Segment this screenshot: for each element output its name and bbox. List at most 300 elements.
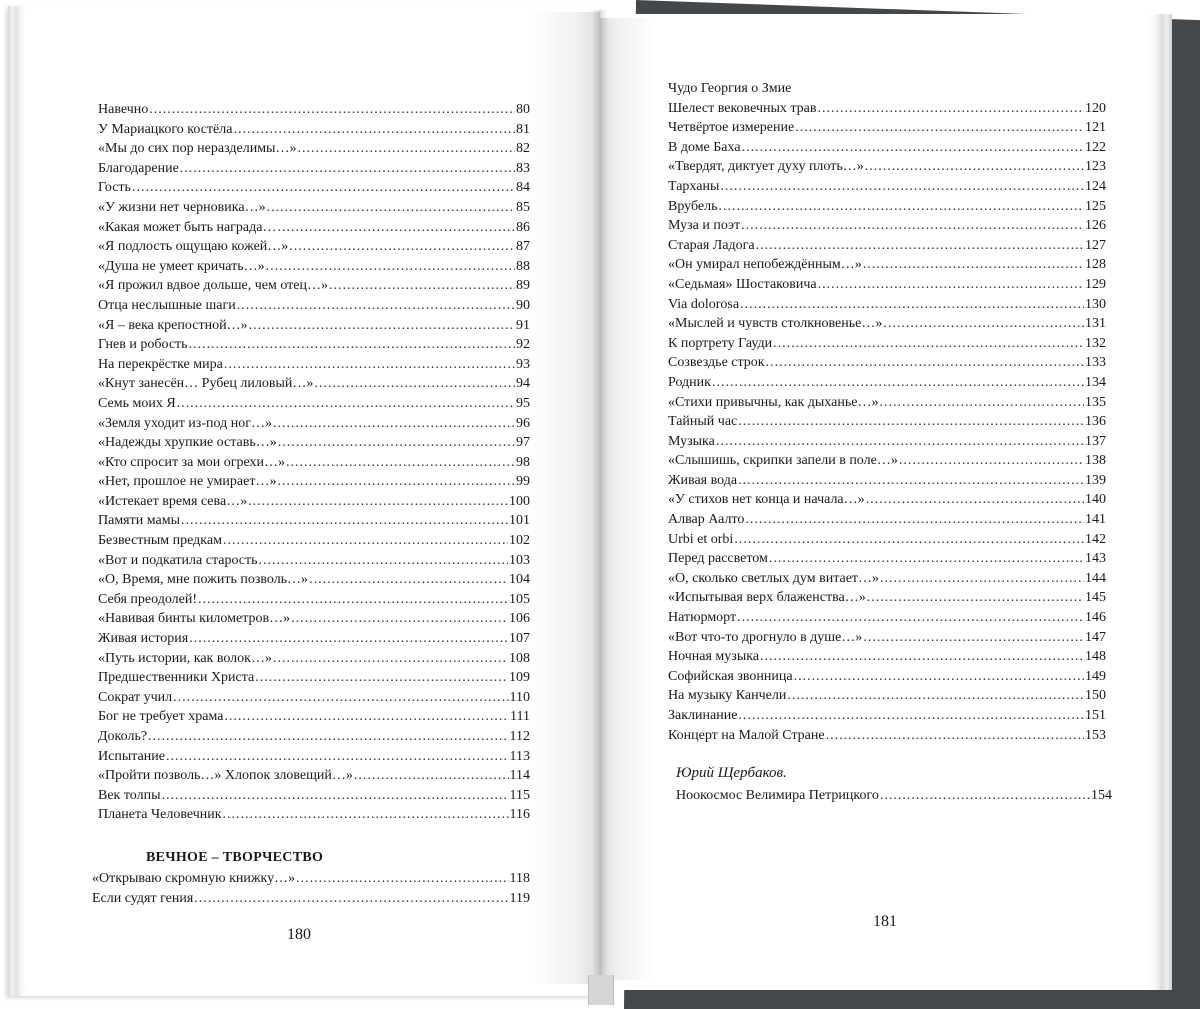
afterword-toc-list	[676, 786, 1112, 806]
toc-entry-title: «О, Время, мне пожить позволь…»	[98, 572, 309, 588]
toc-leader-dots	[867, 588, 1084, 608]
toc-entry-afterword	[676, 786, 1112, 806]
toc-entry-title: «Мыслей и чувств столкновенье…»	[668, 316, 883, 332]
toc-leader-dots	[162, 786, 509, 806]
toc-entry-page: 88	[516, 258, 530, 274]
toc-entry	[98, 355, 530, 375]
toc-entry-title: «Пройти позволь…» Хлопок зловещий…»	[98, 768, 353, 784]
toc-entry-page: 99	[516, 474, 530, 490]
author-label: Юрий Щербаков.	[676, 765, 787, 781]
toc-entry	[668, 99, 1106, 119]
toc-entry	[668, 353, 1106, 373]
book-gutter	[592, 10, 608, 990]
toc-entry-page: 91	[516, 317, 530, 333]
toc-entry	[668, 197, 1106, 217]
toc-entry-title: На перекрёстке мира	[98, 356, 223, 372]
toc-entry-title: Сократ учил	[98, 689, 173, 705]
toc-entry-title: «Душа не умеет кричать…»	[98, 258, 265, 274]
toc-entry-title: «Навивая бинты километров…»	[98, 611, 291, 627]
toc-entry-title: «Стихи привычны, как дыханье…»	[668, 394, 879, 410]
toc-leader-dots	[742, 138, 1084, 158]
toc-entry-page: 136	[1085, 414, 1106, 430]
toc-leader-dots	[180, 159, 515, 179]
toc-entry-title: «Надежды хрупкие оставь…»	[98, 435, 277, 451]
toc-entry-title: Если судят гения	[92, 890, 194, 906]
toc-entry	[98, 727, 530, 747]
toc-entry-page: 86	[516, 219, 530, 235]
toc-entry-page: 144	[1085, 570, 1106, 586]
toc-entry	[98, 609, 530, 629]
toc-leader-dots	[278, 433, 515, 453]
toc-entry	[98, 688, 530, 708]
toc-leader-dots	[248, 492, 508, 512]
toc-entry-title: «Твердят, диктует духу плоть…»	[668, 159, 864, 175]
toc-entry-title: «Я прожил вдвое дольше, чем отец…»	[98, 278, 328, 294]
toc-leader-dots	[148, 727, 508, 747]
toc-leader-dots	[194, 889, 508, 909]
toc-entry-title: Музыка	[668, 433, 715, 449]
toc-leader-dots	[719, 197, 1085, 217]
toc-leader-dots	[773, 334, 1084, 354]
toc-entry-title: «О, сколько светлых дум витает…»	[668, 570, 880, 586]
toc-entry-title: «Я – века крепостной…»	[98, 317, 248, 333]
toc-entry	[668, 432, 1106, 452]
toc-entry-title: «Путь истории, как волок…»	[98, 650, 272, 666]
toc-leader-dots	[712, 373, 1084, 393]
toc-entry-page: 98	[516, 454, 530, 470]
toc-leader-dots	[740, 295, 1084, 315]
book-spine	[588, 975, 614, 1005]
toc-leader-dots	[224, 355, 515, 375]
toc-entry-page: 131	[1085, 316, 1106, 332]
toc-entry-page: 110	[509, 689, 530, 705]
toc-entry-page: 141	[1085, 512, 1106, 528]
toc-entry-title: Ночная музыка	[668, 649, 760, 665]
toc-entry	[668, 667, 1106, 687]
toc-entry-page: 96	[516, 415, 530, 431]
toc-leader-dots	[189, 629, 508, 649]
toc-entry-page: 149	[1085, 668, 1106, 684]
toc-entry	[668, 236, 1106, 256]
toc-entry-title: Доколь?	[98, 729, 148, 744]
toc-leader-dots	[866, 490, 1084, 510]
toc-leader-dots	[181, 511, 508, 531]
toc-entry-title: Планета Человечник	[98, 807, 222, 823]
toc-entry-title: Гость	[98, 180, 131, 196]
toc-entry-page: 130	[1085, 296, 1106, 312]
toc-entry	[98, 747, 530, 767]
toc-leader-dots	[309, 570, 508, 590]
toc-entry	[668, 412, 1106, 432]
right-page-number: 181	[873, 913, 897, 930]
toc-entry-page: 151	[1085, 708, 1106, 723]
toc-entry	[98, 335, 530, 355]
toc-entry-title: В доме Баха	[668, 139, 741, 155]
toc-entry	[668, 490, 1106, 510]
toc-entry	[98, 531, 530, 551]
toc-leader-dots	[720, 177, 1084, 197]
toc-entry	[98, 257, 530, 277]
toc-leader-dots	[189, 335, 515, 355]
toc-entry	[98, 551, 530, 571]
toc-leader-dots	[741, 216, 1084, 236]
left-section-toc-list	[92, 869, 530, 908]
toc-entry-title: Ноокосмос Велимира Петрицкого	[676, 788, 879, 803]
toc-entry-page: 128	[1085, 257, 1106, 273]
toc-entry-title: Старая Ладога	[668, 237, 755, 253]
toc-entry-title: «Какая может быть награда…	[98, 219, 277, 235]
toc-entry	[668, 647, 1106, 667]
toc-entry-page: 109	[509, 670, 530, 686]
toc-entry	[668, 138, 1106, 158]
toc-entry-page: 153	[1085, 727, 1106, 743]
toc-entry-page: 102	[509, 533, 530, 549]
toc-entry	[668, 216, 1106, 236]
toc-entry-page: 114	[509, 768, 530, 784]
toc-leader-dots	[738, 706, 1084, 726]
toc-entry	[98, 472, 530, 492]
toc-entry	[98, 120, 530, 140]
toc-leader-dots	[233, 120, 515, 140]
toc-entry-title: Муза и поэт	[668, 218, 741, 234]
toc-entry-page: 106	[509, 611, 530, 627]
toc-entry-page: 113	[509, 748, 530, 764]
toc-entry-page: 100	[509, 493, 530, 509]
toc-entry-page: 115	[509, 787, 530, 803]
toc-entry-page: 124	[1085, 178, 1106, 194]
toc-entry	[98, 786, 530, 806]
toc-entry-title: Концерт на Малой Стране	[668, 727, 825, 743]
toc-entry	[98, 178, 530, 198]
toc-entry-page: 137	[1085, 433, 1106, 449]
toc-entry-title: Заклинание	[668, 708, 738, 723]
toc-leader-dots	[795, 118, 1084, 138]
toc-entry	[668, 686, 1106, 706]
toc-leader-dots	[237, 296, 515, 316]
toc-entry-title: На музыку Канчели	[668, 688, 787, 704]
toc-leader-dots	[173, 688, 508, 708]
toc-leader-dots	[132, 178, 515, 198]
toc-entry-title: Век толпы	[98, 787, 161, 803]
toc-entry	[668, 608, 1106, 628]
section-heading: ВЕЧНОЕ – ТВОРЧЕСТВО	[146, 850, 324, 865]
toc-entry	[98, 296, 530, 316]
toc-leader-dots	[273, 649, 508, 669]
toc-leader-dots	[863, 628, 1084, 648]
toc-entry	[98, 707, 530, 727]
toc-entry-title: Алвар Аалто	[668, 512, 745, 528]
toc-entry	[98, 629, 530, 649]
toc-leader-dots	[865, 157, 1084, 177]
toc-entry	[668, 157, 1106, 177]
toc-leader-dots	[297, 139, 515, 159]
toc-entry	[98, 374, 530, 394]
toc-entry	[98, 139, 530, 159]
toc-entry	[668, 118, 1106, 138]
toc-entry-title: Живая история	[98, 631, 189, 647]
toc-entry-page: 97	[516, 435, 530, 451]
toc-leader-dots	[259, 551, 508, 571]
toc-entry-page: 95	[516, 395, 530, 411]
toc-entry-page: 85	[516, 199, 530, 215]
toc-entry-title: «Открываю скромную книжку…»	[92, 871, 296, 886]
toc-entry-page: 116	[509, 807, 530, 823]
toc-leader-dots	[818, 275, 1084, 295]
toc-entry	[668, 510, 1106, 530]
toc-entry-title: «Слышишь, скрипки запели в поле…»	[668, 453, 898, 469]
toc-entry-title: «У жизни нет черновика…»	[98, 199, 266, 215]
toc-entry-page: 138	[1085, 453, 1106, 469]
toc-leader-dots	[818, 99, 1085, 119]
toc-entry-page: 84	[516, 180, 530, 196]
toc-leader-dots	[899, 451, 1084, 471]
toc-leader-dots	[291, 609, 508, 629]
toc-entry	[98, 218, 530, 238]
toc-leader-dots	[716, 432, 1084, 452]
toc-entry-title: Софийская звонница	[668, 668, 793, 684]
toc-entry	[98, 766, 530, 786]
toc-leader-dots	[769, 549, 1084, 569]
toc-leader-dots	[787, 686, 1084, 706]
toc-entry-title: «Земля уходит из-под ног…»	[98, 415, 272, 431]
toc-entry	[98, 668, 530, 688]
toc-leader-dots	[249, 316, 515, 336]
toc-entry-page: 104	[509, 572, 530, 588]
toc-entry-page: 87	[516, 239, 530, 255]
toc-entry-page: 148	[1085, 649, 1106, 665]
toc-entry-title: «Истекает время сева…»	[98, 493, 248, 509]
toc-entry-title: К портрету Гауди	[668, 335, 773, 351]
toc-entry	[98, 453, 530, 473]
toc-leader-dots	[289, 237, 515, 257]
toc-entry	[668, 295, 1106, 315]
toc-entry	[98, 511, 530, 531]
toc-leader-dots	[766, 353, 1084, 373]
toc-leader-dots	[734, 530, 1084, 550]
toc-leader-dots	[277, 218, 515, 238]
toc-entry-title: «Кто спросит за мои огрехи…»	[98, 454, 285, 470]
toc-entry-page: 145	[1085, 590, 1106, 606]
toc-leader-dots	[166, 747, 509, 767]
toc-entry-title: Навечно	[98, 102, 149, 117]
toc-entry	[668, 255, 1106, 275]
toc-entry-page: 94	[516, 376, 530, 392]
toc-entry	[98, 394, 530, 414]
toc-entry	[98, 492, 530, 512]
toc-leader-dots	[745, 510, 1084, 530]
toc-entry	[98, 649, 530, 669]
toc-leader-dots	[329, 276, 515, 296]
toc-entry-page: 111	[510, 709, 530, 725]
toc-leader-dots	[737, 608, 1084, 628]
toc-entry-page: 121	[1085, 120, 1106, 136]
toc-entry	[98, 414, 530, 434]
toc-entry-title: «У стихов нет конца и начала…»	[668, 492, 865, 508]
toc-entry-title: Родник	[668, 374, 711, 390]
toc-entry-page: 92	[516, 337, 530, 353]
toc-entry	[668, 530, 1106, 550]
toc-entry-page: 129	[1085, 276, 1106, 292]
toc-entry-title: «Мы до сих пор неразделимы…»	[98, 141, 297, 157]
toc-entry-title: «Вот что-то дрогнуло в душе…»	[668, 629, 863, 645]
toc-entry-title: «Он умирал непобеждённым…»	[668, 257, 862, 273]
toc-entry-page: 154	[1091, 788, 1112, 803]
toc-entry-page: 81	[516, 121, 530, 137]
toc-leader-dots	[738, 471, 1084, 491]
toc-entry-page: 108	[509, 650, 530, 666]
toc-leader-dots	[149, 100, 515, 120]
toc-entry	[668, 177, 1106, 197]
toc-entry-page: 143	[1085, 551, 1106, 567]
toc-entry	[98, 100, 530, 120]
toc-entry-title: Четвёртое измерение	[668, 120, 795, 136]
toc-leader-dots	[794, 667, 1084, 687]
toc-leader-dots	[314, 374, 515, 394]
toc-entry-title: Семь моих Я	[98, 395, 176, 411]
toc-leader-dots	[267, 198, 515, 218]
toc-entry-title: Живая вода	[668, 472, 738, 488]
toc-entry	[92, 889, 530, 909]
toc-entry	[98, 805, 530, 825]
toc-entry	[98, 590, 530, 610]
toc-leader-dots	[756, 236, 1084, 256]
toc-entry	[98, 316, 530, 336]
toc-entry-page: 139	[1085, 472, 1106, 488]
toc-entry	[98, 276, 530, 296]
toc-entry-page: 133	[1085, 355, 1106, 371]
toc-leader-dots	[738, 412, 1084, 432]
toc-entry	[668, 726, 1106, 746]
toc-entry-page: 146	[1085, 610, 1106, 626]
toc-entry	[98, 237, 530, 257]
toc-entry-page: 123	[1085, 159, 1106, 175]
toc-leader-dots	[198, 590, 508, 610]
toc-entry-page: 80	[516, 102, 530, 117]
toc-entry-title: Перед рассветом	[668, 551, 768, 567]
toc-entry-title: «Нет, прошлое не умирает…»	[98, 474, 277, 490]
toc-entry	[668, 275, 1106, 295]
toc-entry	[668, 314, 1106, 334]
toc-entry-page: 120	[1085, 100, 1106, 116]
toc-entry-title: Отца неслышные шаги	[98, 297, 236, 313]
toc-entry	[98, 570, 530, 590]
toc-entry-page: 83	[516, 160, 530, 176]
toc-entry	[668, 549, 1106, 569]
toc-entry-page: 112	[509, 729, 530, 744]
toc-entry-page: 134	[1085, 374, 1106, 390]
toc-leader-dots	[296, 869, 508, 889]
toc-entry-page: 82	[516, 141, 530, 157]
toc-entry-title: Via dolorosa	[668, 296, 740, 312]
toc-leader-dots	[224, 707, 509, 727]
toc-entry-page: 89	[516, 278, 530, 294]
toc-leader-dots	[879, 393, 1084, 413]
toc-entry-page: 150	[1085, 688, 1106, 704]
toc-entry-title: Врубель	[668, 198, 718, 214]
toc-entry	[668, 334, 1106, 354]
toc-entry-page: 107	[509, 631, 530, 647]
toc-entry-page: 119	[509, 890, 530, 906]
toc-entry	[668, 706, 1106, 726]
toc-entry-title: Себя преодолей!	[98, 591, 198, 607]
toc-entry-title: Чудо Георгия о Змие	[668, 81, 792, 96]
toc-entry	[668, 628, 1106, 648]
toc-entry-page: 90	[516, 297, 530, 313]
toc-entry-page: 142	[1085, 531, 1106, 547]
toc-entry	[668, 451, 1106, 471]
toc-entry-title: Памяти мамы	[98, 513, 180, 529]
toc-entry	[668, 393, 1106, 413]
toc-entry-title: Тарханы	[668, 178, 720, 194]
toc-entry-page: 101	[509, 513, 530, 529]
toc-entry-page: 122	[1085, 139, 1106, 155]
toc-leader-dots	[273, 414, 515, 434]
toc-leader-dots	[760, 647, 1084, 667]
toc-entry-title: «Кнут занесён… Рубец лиловый…»	[98, 376, 314, 392]
toc-leader-dots	[826, 726, 1084, 746]
toc-leader-dots	[177, 394, 515, 414]
toc-entry-title: Шелест вековечных трав	[668, 100, 817, 116]
toc-entry-page: 118	[509, 871, 530, 886]
toc-leader-dots	[286, 453, 515, 473]
left-page-number: 180	[287, 926, 311, 943]
toc-entry-page: 140	[1085, 492, 1106, 508]
toc-entry-title: Бог не требует храма	[98, 709, 224, 725]
toc-entry-title: «Вот и подкатила старость	[98, 552, 258, 568]
toc-entry-title: «Седьмая» Шостаковича	[668, 276, 817, 292]
toc-entry	[668, 79, 1106, 99]
toc-entry	[92, 869, 530, 889]
toc-leader-dots	[880, 569, 1084, 589]
toc-entry	[668, 471, 1106, 491]
toc-entry-title: У Мариацкого костёла	[98, 121, 233, 137]
toc-entry-page: 103	[509, 552, 530, 568]
toc-entry-page: 127	[1085, 237, 1106, 253]
toc-entry-page: 132	[1085, 335, 1106, 351]
toc-entry	[668, 569, 1106, 589]
toc-entry-title: Urbi et orbi	[668, 531, 734, 547]
toc-entry-page: 125	[1085, 198, 1106, 214]
toc-entry-title: Благодарение	[98, 160, 179, 176]
toc-entry	[668, 373, 1106, 393]
toc-entry-title: Предшественники Христа	[98, 670, 255, 686]
toc-entry	[668, 588, 1106, 608]
toc-entry-page: 105	[509, 591, 530, 607]
toc-entry-title: Созвездье строк	[668, 355, 765, 371]
toc-leader-dots	[880, 786, 1090, 806]
toc-entry-title: Испытание	[98, 748, 165, 764]
toc-leader-dots	[223, 531, 508, 551]
toc-entry-title: «Испытывая верх блаженства…»	[668, 590, 866, 606]
toc-leader-dots	[277, 472, 515, 492]
left-toc-list	[98, 100, 530, 825]
toc-entry-title: Тайный час	[668, 414, 738, 430]
toc-entry-title: Безвестным предкам	[98, 533, 222, 549]
toc-entry-page: 93	[516, 356, 530, 372]
toc-leader-dots	[883, 314, 1084, 334]
toc-leader-dots	[863, 255, 1084, 275]
toc-entry	[98, 198, 530, 218]
toc-entry-page: 126	[1085, 218, 1106, 234]
toc-entry	[98, 433, 530, 453]
toc-leader-dots	[354, 766, 509, 786]
toc-entry	[98, 159, 530, 179]
toc-leader-dots	[223, 805, 509, 825]
toc-entry-title: Натюрморт	[668, 610, 737, 626]
right-toc-list	[668, 79, 1106, 745]
toc-entry-page: 147	[1085, 629, 1106, 645]
toc-entry-page: 135	[1085, 394, 1106, 410]
